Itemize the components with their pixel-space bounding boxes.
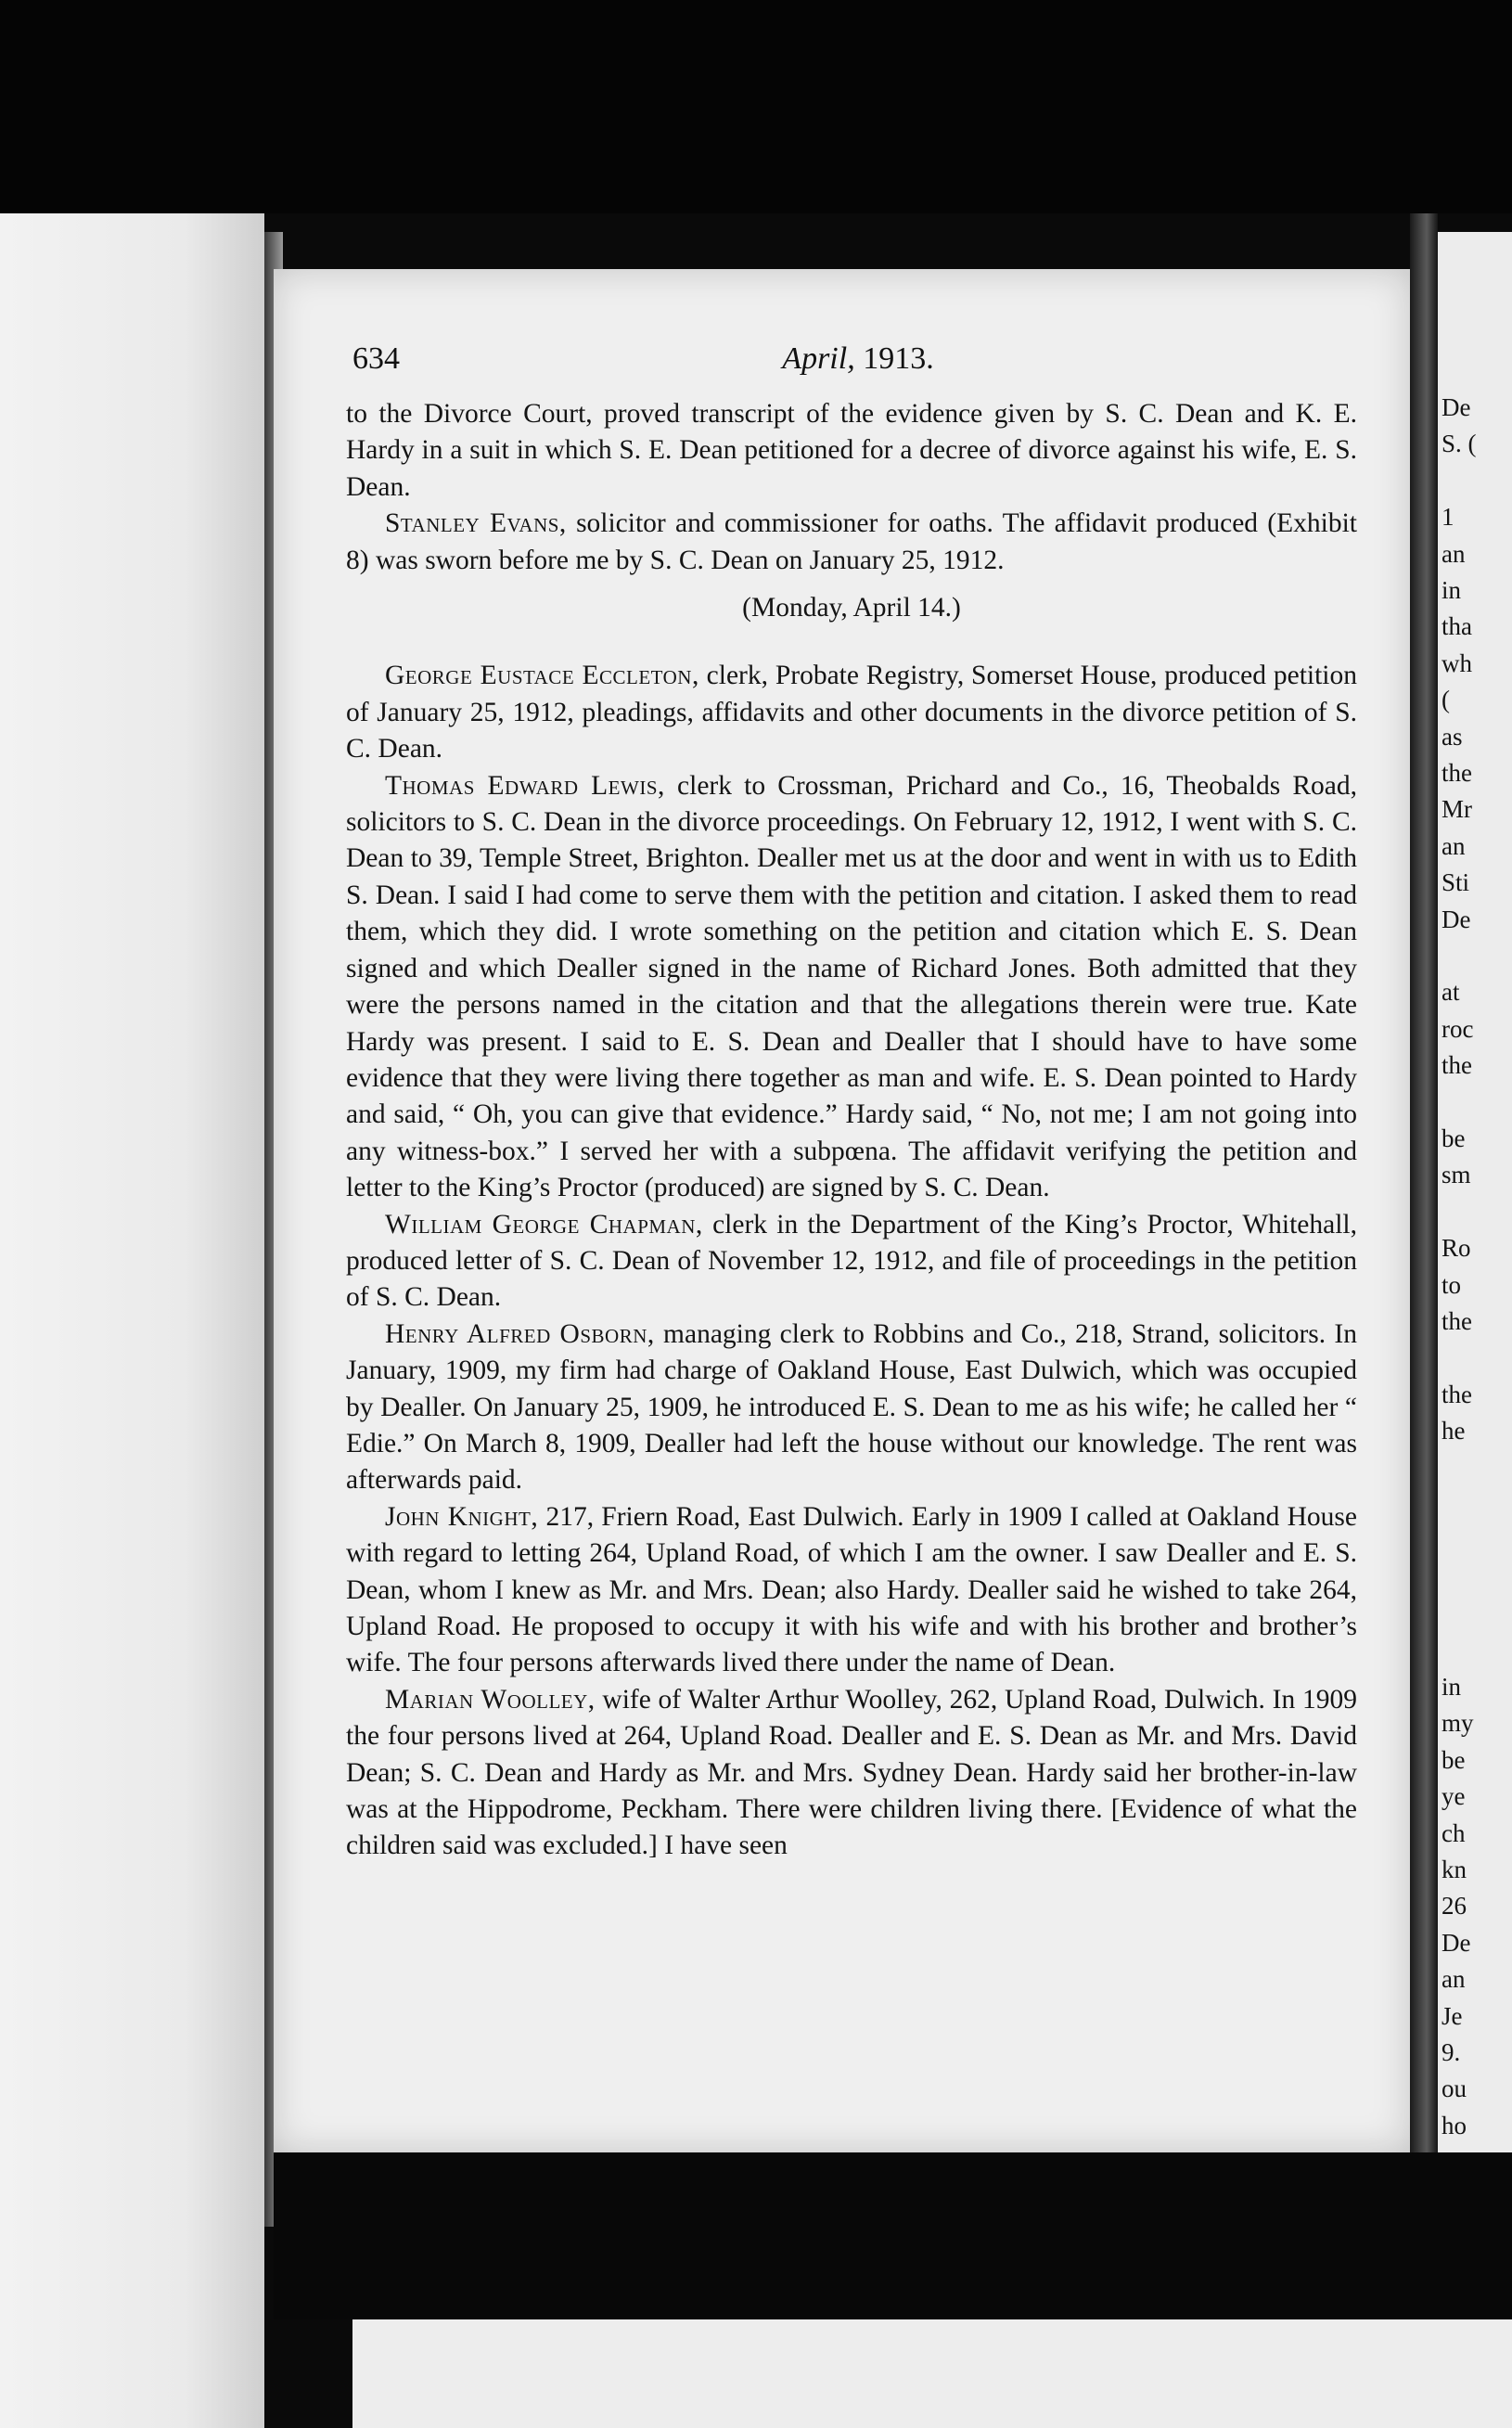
- scan-left-margin: [0, 213, 264, 2428]
- witness-name: Henry Alfred Osborn,: [385, 1318, 655, 1349]
- facing-page-fragment: kn: [1442, 1856, 1467, 1883]
- next-page-edge: [352, 2319, 1512, 2428]
- paragraph-george-eccleton: [346, 658, 1357, 767]
- facing-page-fragment: an: [1442, 1965, 1466, 1994]
- paragraph-marian-woolley: [346, 1682, 1357, 1865]
- running-head-month: April,: [782, 341, 855, 376]
- paragraph-text: clerk, Probate Registry, Somerset House, produced petition of January 25, 1912, pleadings, affidavits and other documents in the divorce petition of S. C. Dean.: [346, 661, 1357, 764]
- facing-page-fragment: at: [1442, 978, 1460, 1007]
- facing-page-fragment: roc: [1442, 1014, 1474, 1043]
- facing-page-fragment: Sti: [1442, 868, 1470, 897]
- witness-name: John Knight,: [385, 1501, 539, 1532]
- scan-bottom-border: [274, 2152, 1512, 2319]
- witness-name: William George Chapman,: [385, 1209, 703, 1240]
- facing-page-fragment: (: [1442, 686, 1450, 714]
- facing-page-edge: [1438, 232, 1512, 2255]
- facing-page-fragment: sm: [1442, 1161, 1471, 1189]
- page-header: [352, 341, 1364, 388]
- facing-page-fragment: Ro: [1442, 1234, 1471, 1263]
- facing-page-fragment: the: [1442, 759, 1472, 787]
- scan-top-border: [0, 0, 1512, 213]
- facing-page-fragment: De: [1442, 1928, 1471, 1957]
- facing-page-fragment: ch: [1442, 1818, 1466, 1847]
- facing-page-fragment: an: [1442, 539, 1466, 568]
- paragraph-text: 217, Friern Road, East Dulwich. Early in 1909 I called at Oakland House with regard to letting 264, Upland Road, of which I am the owner. I saw Dealler and E. S. Dean, whom I knew as Mr. and Mrs. Dean; also Hardy. Dealler said he wished to take 264, Upland Road. He proposed to occupy it with his wife and with his brother and brother’s wife. The four persons afterwards lived there under the name of Dean.: [346, 1501, 1357, 1678]
- book-page: [274, 269, 1410, 2152]
- paragraph-henry-osborn: [346, 1317, 1357, 1499]
- facing-page-fragment: the: [1442, 1307, 1472, 1335]
- facing-page-fragment: tha: [1442, 612, 1472, 641]
- date-heading: (Monday, April 14.): [742, 593, 961, 623]
- facing-page-fragment: my: [1442, 1709, 1474, 1738]
- facing-page-fragment: the: [1442, 1051, 1472, 1080]
- page-number: 634: [352, 341, 400, 376]
- facing-page-fragment: in: [1442, 1673, 1462, 1701]
- witness-name: Marian Woolley,: [385, 1684, 596, 1715]
- facing-page-fragment: ye: [1442, 1782, 1466, 1811]
- paragraph-text: solicitor and commissioner for oaths. The affidavit produced (Exhibit 8) was sworn before me by S. C. Dean on January 25, 1912.: [346, 508, 1357, 575]
- facing-page-fragment: 26: [1442, 1892, 1467, 1921]
- witness-name: Thomas Edward Lewis,: [385, 770, 665, 801]
- facing-page-fragment: he: [1442, 1417, 1466, 1445]
- facing-page-fragment: S. (: [1442, 430, 1477, 458]
- paragraph-text: wife of Walter Arthur Woolley, 262, Upland Road, Dulwich. In 1909 the four persons lived at 264, Upland Road. Dealler and E. S. Dean as Mr. and Mrs. David Dean; S. C. Dean and Hardy as Mr. and Mrs. Sydney Dean. Hardy said her brother-in-law was at the Hippodrome, Peckham. There were children living there. [Evidence of what the children said was excluded.] I have seen: [346, 1684, 1357, 1861]
- facing-page-fragment: De: [1442, 905, 1471, 933]
- paragraph-thomas-lewis: [346, 768, 1357, 1207]
- facing-page-fragment: be: [1442, 1124, 1466, 1152]
- facing-page-fragment: the: [1442, 1380, 1472, 1408]
- facing-page-fragment: ou: [1442, 2075, 1467, 2103]
- running-head-year: 1913.: [863, 341, 934, 376]
- witness-name: George Eustace Eccleton,: [385, 661, 699, 691]
- facing-page-fragment: in: [1442, 576, 1462, 604]
- witness-name: Stanley Evans,: [385, 508, 567, 539]
- running-head: [352, 341, 1364, 377]
- paragraph-text: managing clerk to Robbins and Co., 218, Strand, solicitors. In January, 1909, my firm had charge of Oakland House, East Dulwich, which was occupied by Dealler. On January 25, 1909, he introduced E. S. Dean to me as his wife; he called her “ Edie.” On March 8, 1909, Dealler had left the house without our knowledge. The rent was afterwards paid.: [346, 1318, 1357, 1496]
- facing-page-fragment: Je: [1442, 2001, 1463, 2030]
- paragraph-continuation: to the Divorce Court, proved transcript of the evidence given by S. C. Dean and K. E. Hardy in a suit in which S. E. Dean petitioned for a decree of divorce against his wife, E. S. Dean.: [346, 399, 1357, 502]
- facing-page-fragment: as: [1442, 722, 1463, 751]
- facing-page-fragment: 1: [1442, 503, 1454, 532]
- facing-page-fragment: 9.: [1442, 2038, 1461, 2066]
- paragraph-john-knight: [346, 1499, 1357, 1682]
- facing-page-fragment: an: [1442, 831, 1466, 860]
- facing-page-fragment: wh: [1442, 649, 1472, 677]
- facing-page-fragment: be: [1442, 1745, 1466, 1774]
- paragraph-text: clerk to Crossman, Prichard and Co., 16, Theobalds Road, solicitors to S. C. Dean in the divorce proceedings. On February 12, 1912, I went with S. C. Dean to 39, Temple Street, Brighton. Dealler met us at the door and went in with us to Edith S. Dean. I said I had come to serve them with the petition and citation. I asked them to read them, which they did. I wrote something on the petition and citation which E. S. Dean signed and which Dealler signed in the name of Richard Jones. Both admitted that they were the persons named in the citation and that the allegations therein were true. Kate Hardy was present. I said to E. S. Dean and Dealler that I should have to have some evidence that they were living there together as man and wife. E. S. Dean pointed to Hardy and said, “ Oh, you can give that evidence.” Hardy said, “ No, not me; I am not going into any witness-box.” I served her with a subpœna. The affidavit verifying the petition and letter to the King’s Proctor (produced) are signed by S. C. Dean.: [346, 770, 1357, 1203]
- book-gutter: [1410, 213, 1438, 2301]
- facing-page-fragment: to: [1442, 1270, 1462, 1299]
- paragraph-text: clerk in the Department of the King’s Proctor, Whitehall, produced letter of S. C. Dean of November 12, 1912, and file of proceedings in the petition of S. C. Dean.: [346, 1209, 1358, 1313]
- page-text: [346, 396, 1357, 1865]
- facing-page-fragment: De: [1442, 393, 1471, 421]
- facing-page-fragment: Mr: [1442, 795, 1472, 824]
- facing-page-fragment: ho: [1442, 2111, 1467, 2139]
- paragraph-william-chapman: [346, 1207, 1357, 1317]
- paragraph-stanley-evans: [346, 506, 1357, 579]
